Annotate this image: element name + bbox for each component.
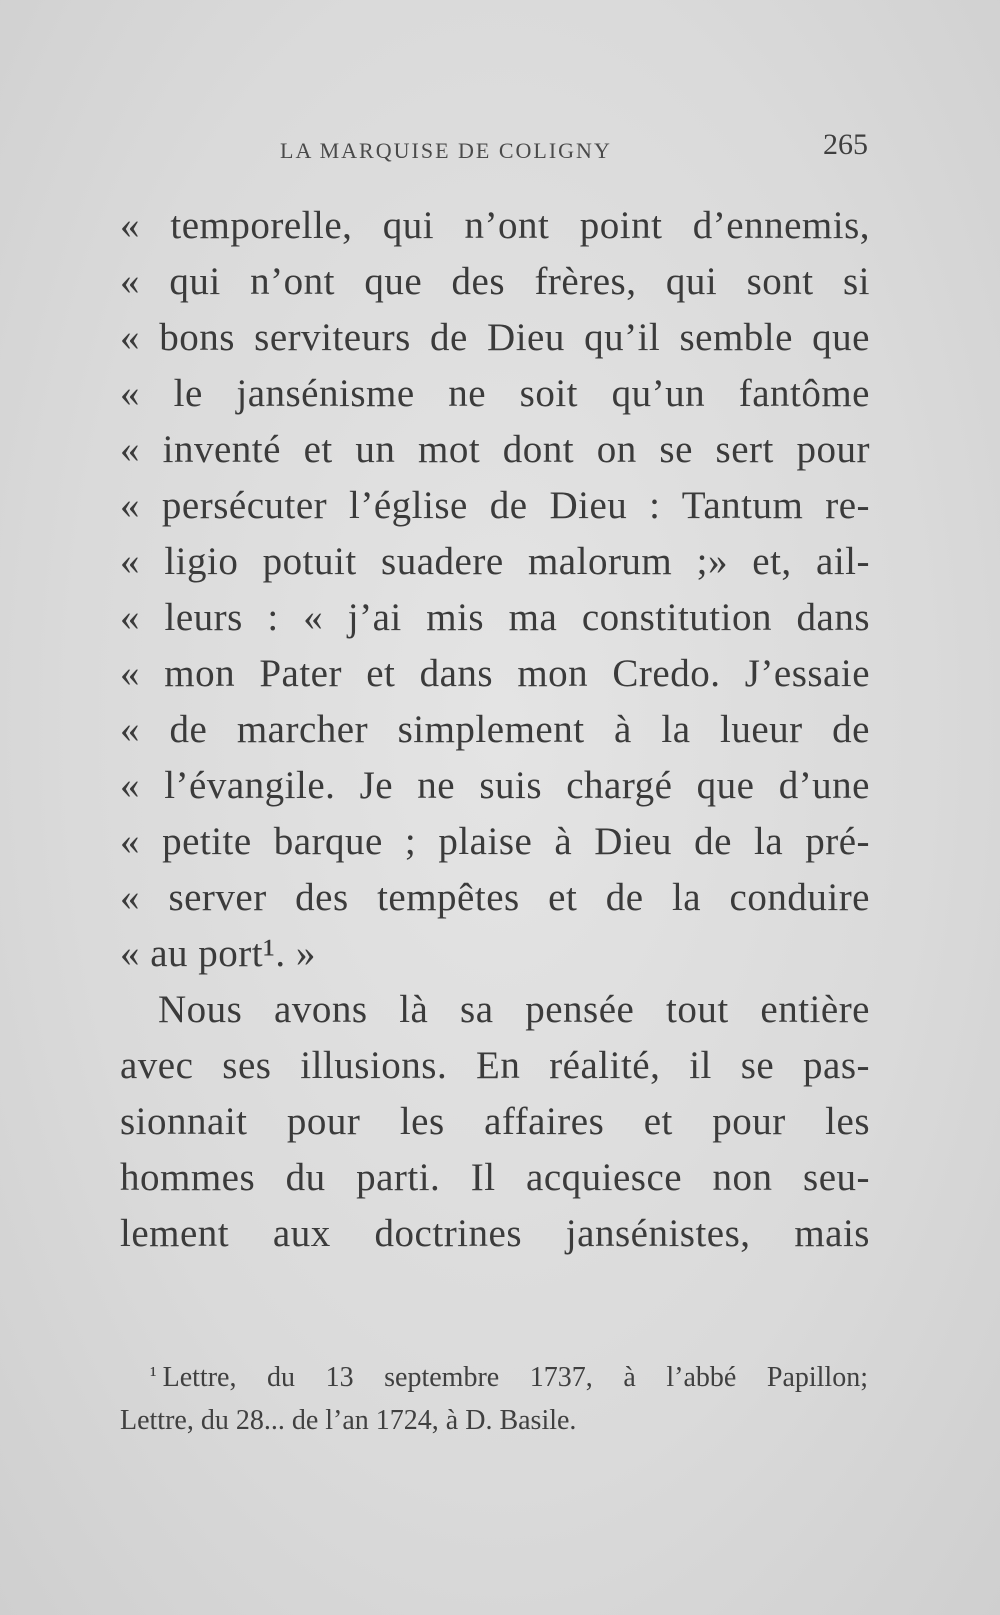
text-line: « temporelle, qui n’ont point d’ennemis, <box>120 204 870 247</box>
footnote-line-2: Lettre, du 28... de l’an 1724, à D. Basile. <box>120 1405 577 1436</box>
text-line: « qui n’ont que des frères, qui sont si <box>120 260 870 303</box>
text-line: « mon Pater et dans mon Credo. J’essaie <box>120 652 870 695</box>
footnote-text: Lettre, du 13 septembre 1737, à l’abbé Papillon; <box>162 1362 868 1393</box>
text-line: « de marcher simplement à la lueur de <box>120 708 870 751</box>
text-line: « leurs : « j’ai mis ma constitution dans <box>120 596 870 639</box>
text-line: « persécuter l’église de Dieu : Tantum re- <box>120 484 870 527</box>
text-line: « server des tempêtes et de la conduire <box>120 876 870 919</box>
page-number: 265 <box>823 128 868 161</box>
text-line: sionnait pour les affaires et pour les <box>120 1100 870 1143</box>
text-line: « bons serviteurs de Dieu qu’il semble que <box>120 316 870 359</box>
text-line: « le jansénisme ne soit qu’un fantôme <box>120 372 870 415</box>
running-title: LA MARQUISE DE COLIGNY <box>280 138 612 163</box>
running-head <box>120 128 868 168</box>
text-line: avec ses illusions. En réalité, il se pas- <box>120 1044 870 1087</box>
text-line: « au port¹. » <box>120 932 316 975</box>
text-line: « l’évangile. Je ne suis chargé que d’une <box>120 764 870 807</box>
text-line: « ligio potuit suadere malorum ;» et, ail- <box>120 540 870 583</box>
text-line: hommes du parti. Il acquiesce non seu- <box>120 1156 870 1199</box>
footnote <box>120 1352 868 1444</box>
text-line: « petite barque ; plaise à Dieu de la pré- <box>120 820 870 863</box>
text-line: « inventé et un mot dont on se sert pour <box>120 428 870 471</box>
text-line: lement aux doctrines jansénistes, mais <box>120 1212 870 1255</box>
paragraph-start-line: Nous avons là sa pensée tout entière <box>158 988 870 1031</box>
footnote-marker: ¹ <box>150 1362 157 1387</box>
body-text <box>120 198 870 1262</box>
footnote-line-1 <box>120 1352 868 1398</box>
